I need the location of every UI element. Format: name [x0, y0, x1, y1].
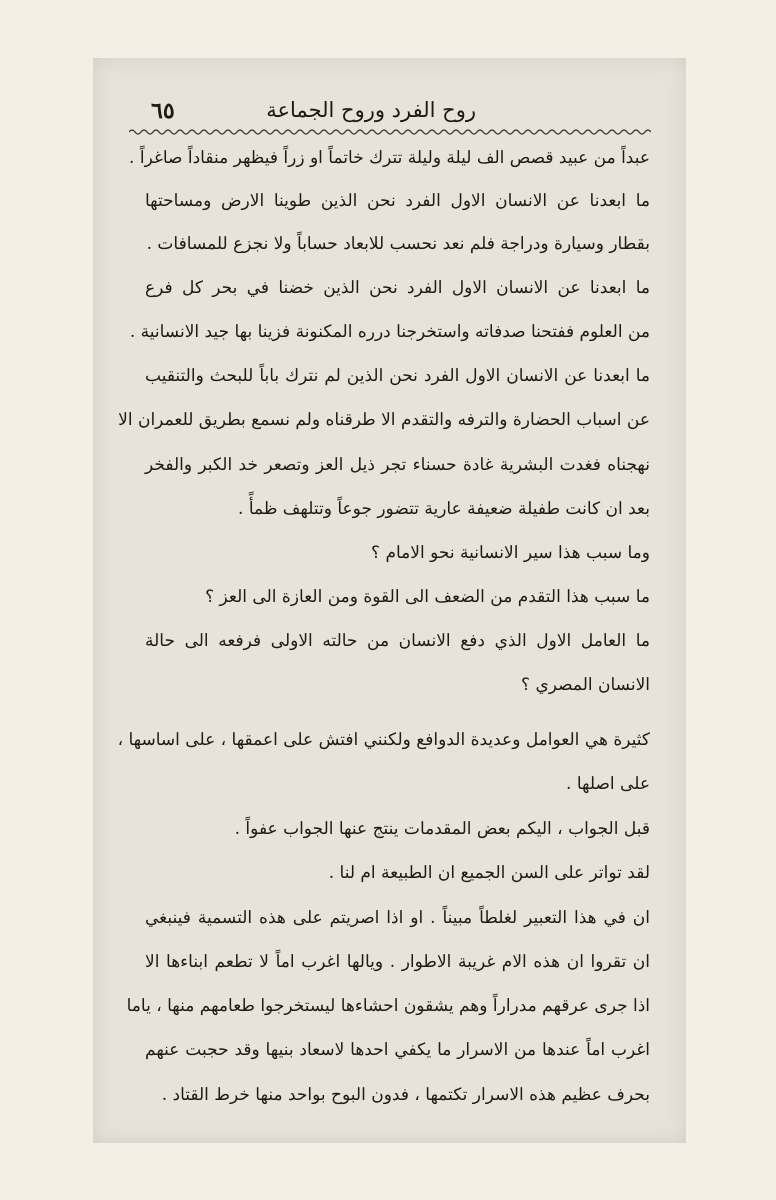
text-line: ان في هذا التعبير لغلطاً مبيناً . او اذا اصريتم على هذه التسمية فينبغي [145, 908, 650, 928]
text-line: بحرف عظيم هذه الاسرار تكتمها ، فدون البوح بواحد منها خرط القتاد . [161, 1085, 650, 1105]
text-line: قبل الجواب ، اليكم بعض المقدمات ينتج عنها الجواب عفواً . [234, 819, 650, 839]
text-line: عبداً من عبيد قصص الف ليلة وليلة تترك خاتماً او زراً فيظهر منقاداً صاغراً . [129, 148, 650, 168]
text-line: ما العامل الاول الذي دفع الانسان من حالته الاولى فرفعه الى حالة [145, 631, 650, 651]
text-line: من العلوم ففتحنا صدفاته واستخرجنا درره المكنونة فزينا بها جيد الانسانية . [129, 322, 650, 342]
text-line: اغرب اماً عندها من الاسرار ما يكفي احدها لاسعاد بنيها وقد حجبت عنهم [145, 1040, 650, 1060]
text-line: عن اسباب الحضارة والترفه والتقدم الا طرقناه ولم نسمع بطريق للعمران الا [118, 410, 650, 430]
text-line: كثيرة هي العوامل وعديدة الدوافع ولكنني افتش على اعمقها ، على اساسها ، [117, 730, 650, 750]
text-line: ما ابعدنا عن الانسان الاول الفرد نحن الذين طوينا الارض ومساحتها [145, 191, 650, 211]
text-line: ما سبب هذا التقدم من الضعف الى القوة ومن العازة الى العز ؟ [205, 587, 650, 607]
page-number: ٦٥ [151, 98, 175, 124]
text-line: ما ابعدنا عن الانسان الاول الفرد نحن الذين لم نترك باباً للبحث والتنقيب [145, 366, 650, 386]
running-title: روح الفرد وروح الجماعة [266, 98, 476, 122]
text-line: ما ابعدنا عن الانسان الاول الفرد نحن الذين خضنا في بحر كل فرع [145, 278, 650, 298]
book-page [93, 58, 686, 1143]
text-line: بعد ان كانت طفيلة ضعيفة عارية تتضور جوعاً وتتلهف ظمأً . [238, 499, 650, 519]
text-line: وما سبب هذا سير الانسانية نحو الامام ؟ [371, 543, 650, 563]
decorative-wavy-rule [129, 128, 651, 136]
text-line: اذا جرى عرقهم مدراراً وهم يشقون احشاءها ليستخرجوا طعامهم منها ، ياما [126, 996, 650, 1016]
text-line: ان تقروا ان هذه الام غريبة الاطوار . ويالها اغرب اماً لا تطعم ابناءها الا [145, 952, 650, 972]
text-line: على اصلها . [566, 774, 650, 794]
text-line: لقد تواتر على السن الجميع ان الطبيعة ام لنا . [328, 863, 650, 883]
text-line: الانسان المصري ؟ [521, 675, 650, 695]
text-line: بقطار وسيارة ودراجة فلم نعد نحسب للابعاد حساباً ولا نجزع للمسافات . [146, 234, 650, 254]
text-line: نهجناه فغدت البشرية غادة حسناء تجر ذيل العز وتصعر خد الكبر والفخر [145, 455, 650, 475]
